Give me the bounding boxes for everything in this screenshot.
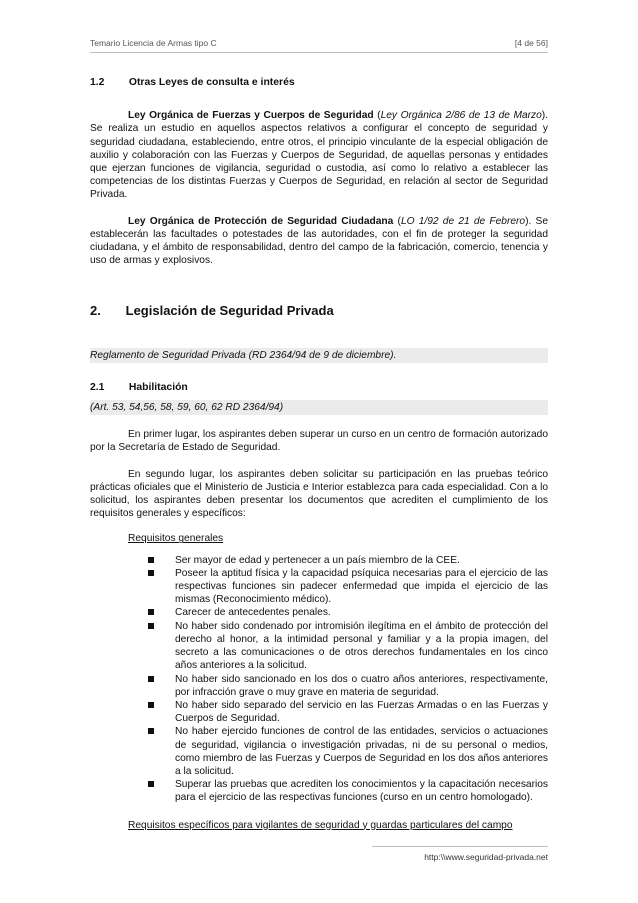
list-item-text: Ser mayor de edad y pertenecer a un país miembro de la CEE. bbox=[175, 554, 460, 566]
specific-requirements-heading: Requisitos específicos para vigilantes de seguridad y guardas particulares del campo bbox=[128, 819, 513, 831]
square-bullet-icon bbox=[148, 702, 154, 708]
page-header bbox=[90, 38, 548, 48]
section-title: Legislación de Seguridad Privada bbox=[125, 303, 334, 319]
paragraph-second: En segundo lugar, los aspirantes deben solicitar su participación en las pruebas teórico prácticas oficiales que el Ministerio de Justicia e Interior establezca para cada especialidad. Con a lo solicitud, los aspirantes deben presentar los documentos que acrediten el cumplimiento de los requisitos generales y específicos: bbox=[90, 468, 548, 520]
law-name: Ley Orgánica de Fuerzas y Cuerpos de Seguridad bbox=[128, 110, 374, 122]
square-bullet-icon bbox=[148, 570, 154, 576]
square-bullet-icon bbox=[148, 557, 154, 563]
square-bullet-icon bbox=[148, 676, 154, 682]
paragraph-lopsc bbox=[90, 215, 548, 268]
square-bullet-icon bbox=[148, 781, 154, 787]
section-number: 2.1 bbox=[90, 381, 105, 393]
list-item bbox=[148, 606, 548, 619]
document-body bbox=[90, 70, 548, 832]
general-requirements-list bbox=[90, 554, 548, 805]
list-item bbox=[148, 699, 548, 725]
footer-divider bbox=[372, 846, 548, 847]
section-number: 2. bbox=[90, 303, 101, 319]
list-item-text: No haber ejercido funciones de control de las entidades, servicios o actuaciones de seguridad, vigilancia o investigación privadas, ni de su personal o medios, como miembro de las Fuerzas y Cuerpos de Seguridad en los dos años anteriores a la solicitud. bbox=[175, 726, 548, 777]
articles-reference: (Art. 53, 54,56, 58, 59, 60, 62 RD 2364/94) bbox=[90, 400, 548, 415]
list-item bbox=[148, 567, 548, 607]
section-title: Otras Leyes de consulta e interés bbox=[128, 77, 295, 88]
paragraph-lofcs bbox=[90, 109, 548, 201]
list-item bbox=[148, 620, 548, 673]
header-title: Temario Licencia de Armas tipo C bbox=[90, 38, 217, 48]
square-bullet-icon bbox=[148, 728, 154, 734]
paragraph-text: ). Se establecerán las facultades o potestades de las autoridades, con el fin de proteger la seguridad ciudadana, y el ámbito de responsabilidad, dentro del campo de la fabricación, comercio, tenencia y uso de armas y explosivos. bbox=[90, 215, 548, 267]
section-title: Habilitación bbox=[128, 381, 188, 393]
list-item-text: No haber sido sancionado en los dos o cuatro años anteriores, respectivamente, por infracción grave o muy grave en materia de seguridad. bbox=[175, 673, 548, 698]
list-item bbox=[148, 725, 548, 778]
list-item-text: No haber sido separado del servicio en las Fuerzas Armadas o en las Fuerzas y Cuerpos de Seguridad. bbox=[175, 699, 548, 725]
law-name: Ley Orgánica de Protección de Seguridad Ciudadana bbox=[128, 215, 394, 227]
paragraph-text: ). Se realiza un estudio en aquellos aspectos relativos a configurar el concepto de seguridad y seguridad ciudadana, estableciendo, entre otros, el principio vinculante de la especial obligación de auxilio y colaboración con las Fuerzas y Cuerpos de Seguridad, de aquellas personas y entidades que ejerzan funciones de vigilancia, seguridad o custodia, así como lo relativo a establecer las competencias de los distintas Fuerzas y Cuerpos de Seguridad, en relación al sector de Seguridad Privada. bbox=[90, 110, 548, 201]
reglamento-reference: Reglamento de Seguridad Privada (RD 2364/94 de 9 de diciembre). bbox=[90, 348, 548, 363]
law-reference: Ley Orgánica 2/86 de 13 de Marzo bbox=[380, 110, 542, 122]
page-counter: [4 de 56] bbox=[514, 38, 548, 48]
section-2-1-heading bbox=[90, 381, 548, 394]
header-divider bbox=[90, 52, 548, 53]
list-item bbox=[148, 673, 548, 699]
paren-open: ( bbox=[373, 110, 381, 122]
section-number: 1.2 bbox=[90, 77, 105, 88]
list-item-text: Poseer la aptitud física y la capacidad psíquica necesarias para el ejercicio de las respectivas funciones sin padecer enfermedad que impida el ejercicio de las mismas (Reconocimiento médico). bbox=[175, 567, 548, 606]
law-reference: LO 1/92 de 21 de Febrero bbox=[400, 215, 526, 227]
paren-open: ( bbox=[393, 215, 401, 227]
list-item bbox=[148, 554, 548, 567]
footer-url[interactable]: http:\\www.seguridad-privada.net bbox=[424, 852, 548, 862]
list-item-text: No haber sido condenado por intromisión ilegítima en el ámbito de protección del derecho al honor, a la intimidad personal y familiar y a la propia imagen, del secreto a las comunicaciones o de otros derechos fundamentales en los cinco años anteriores a la solicitud. bbox=[175, 620, 548, 672]
square-bullet-icon bbox=[148, 623, 154, 629]
list-item-text: Superar las pruebas que acrediten los conocimientos y la capacitación necesarios para el ejercicio de las respectivas funciones (curso en un centro homologado). bbox=[175, 779, 548, 804]
paragraph-first: En primer lugar, los aspirantes deben superar un curso en un centro de formación autorizado por la Secretaría de Estado de Seguridad. bbox=[90, 429, 548, 454]
section-1-2-heading bbox=[90, 76, 548, 89]
section-2-heading bbox=[90, 304, 548, 317]
general-requirements-heading: Requisitos generales bbox=[128, 533, 224, 545]
list-item-text: Carecer de antecedentes penales. bbox=[175, 607, 331, 619]
list-item bbox=[148, 778, 548, 804]
square-bullet-icon bbox=[148, 609, 154, 615]
